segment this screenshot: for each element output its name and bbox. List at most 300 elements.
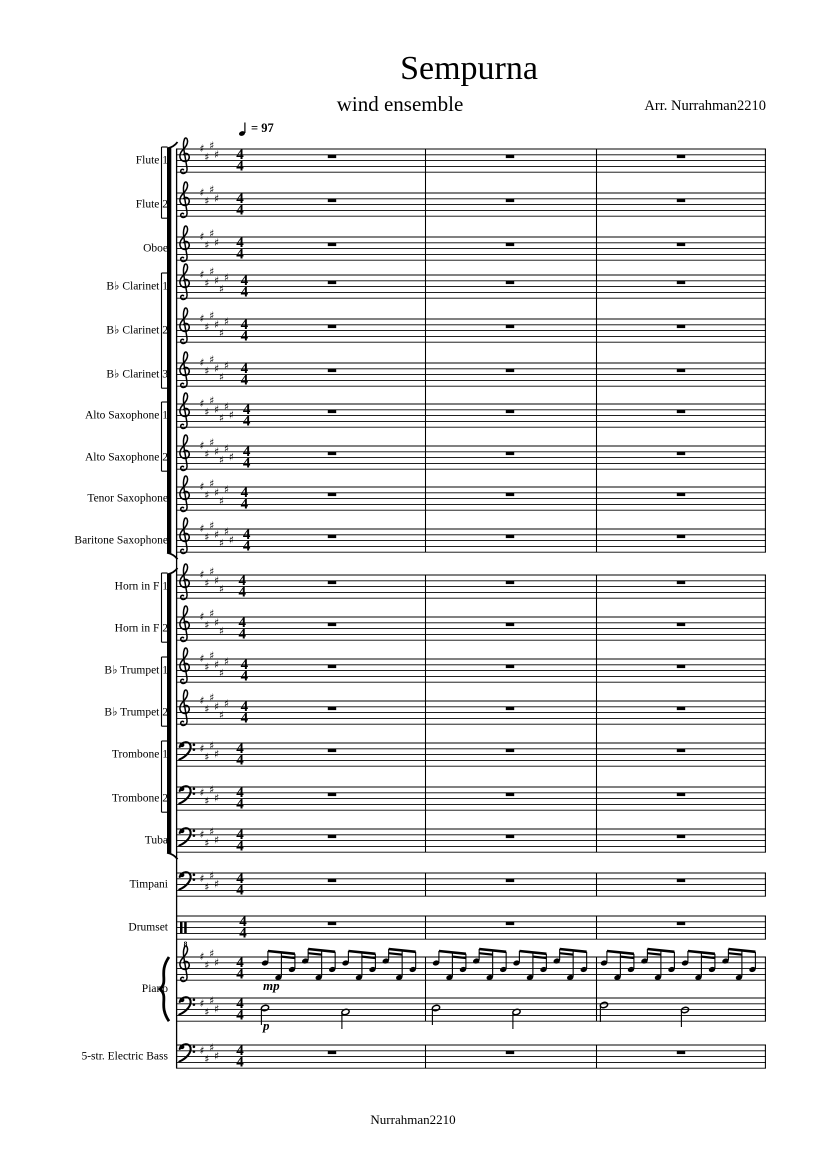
time-signature-numerator: 4 [238,614,246,631]
whole-rest [506,749,514,752]
whole-rest [677,1051,685,1054]
key-signature-sharp: ♯ [214,528,220,541]
key-signature-sharp: ♯ [204,365,210,378]
key-signature-sharp: ♯ [199,742,205,755]
beam [519,951,546,954]
key-signature-sharp: ♯ [228,409,234,422]
instrument-label: Flute 1 [135,154,168,167]
key-signature-sharp: ♯ [204,195,210,208]
instrument-label: Tuba [144,834,168,847]
treble-clef-icon [181,227,187,261]
time-signature-denominator: 4 [236,246,244,263]
quarter-note-icon [238,121,248,137]
key-signature-sharp: ♯ [219,495,225,508]
instrument-label: Horn in F 1 [114,580,168,593]
key-signature-sharp: ♯ [199,872,205,885]
time-signature-denominator: 4 [236,158,244,175]
key-signature-sharp: ♯ [199,313,205,325]
key-signature-sharp: ♯ [204,837,210,850]
whole-rest [328,535,336,538]
key-signature-sharp: ♯ [219,709,225,722]
treble-clef-icon [181,309,187,343]
key-signature-sharp: ♯ [199,357,205,369]
key-signature-sharp: ♯ [223,655,230,668]
dynamic-p: p [263,1018,270,1033]
whole-rest [328,707,336,710]
key-signature-sharp: ♯ [209,184,215,197]
key-signature-sharp: ♯ [209,783,215,796]
key-signature-sharp: ♯ [204,959,210,972]
key-signature-sharp: ♯ [199,611,205,623]
tempo-text: = 97 [251,121,274,135]
instrument-label: Flute 2 [135,198,168,211]
whole-rest [677,281,685,284]
time-signature-numerator: 4 [242,401,251,418]
key-signature-sharp: ♯ [204,448,210,461]
bracket-hook [167,553,178,560]
time-signature-denominator: 4 [236,752,244,769]
whole-rest [677,879,685,882]
bass-clef-icon [193,788,196,791]
key-signature-sharp: ♯ [199,786,205,799]
key-signature-sharp: ♯ [199,1044,205,1057]
key-signature-sharp: ♯ [199,951,205,963]
bracket-hook [167,142,178,149]
percussion-clef-icon [184,922,187,934]
whole-rest [677,707,685,710]
key-signature-sharp: ♯ [204,1006,210,1019]
key-signature-sharp: ♯ [204,321,210,334]
whole-rest [506,199,514,202]
instrument-label: Alto Saxophone 1 [84,409,168,422]
whole-rest [677,665,685,668]
key-signature-sharp: ♯ [214,700,220,713]
whole-rest [328,155,336,158]
key-signature-sharp: ♯ [214,236,220,249]
treble-clef-icon [181,565,187,599]
whole-rest [677,793,685,796]
whole-rest [677,493,685,496]
key-signature-sharp: ♯ [209,825,215,838]
whole-rest [506,281,514,284]
time-signature-denominator: 4 [236,882,244,899]
key-signature-sharp: ♯ [209,739,215,752]
instrument-label: Alto Saxophone 2 [84,451,168,464]
key-signature-sharp: ♯ [199,143,205,155]
key-signature-sharp: ♯ [214,148,220,161]
key-signature-sharp: ♯ [209,228,215,241]
key-signature-sharp: ♯ [214,834,220,847]
whole-rest [677,325,685,328]
whole-rest [328,749,336,752]
whole-rest [506,369,514,372]
whole-rest [677,581,685,584]
whole-rest [677,535,685,538]
sixteenth-beam [533,957,547,958]
time-signature-numerator: 4 [236,1042,244,1059]
bass-clef-icon [193,834,196,837]
whole-rest [328,281,336,284]
key-signature-sharp: ♯ [214,1003,220,1016]
page-subtitle: wind ensemble [336,92,464,116]
key-signature-sharp: ♯ [214,362,220,375]
beam [607,951,634,954]
sixteenth-beam [701,957,715,958]
instrument-label: Trombone 2 [111,792,168,805]
key-signature-sharp: ♯ [199,569,205,581]
bass-clef-icon [179,997,190,1014]
whole-rest [677,835,685,838]
key-signature-sharp: ♯ [214,792,220,805]
key-signature-sharp: ♯ [219,537,225,550]
time-signature-numerator: 4 [242,526,251,543]
whole-rest [506,493,514,496]
whole-rest [506,155,514,158]
whole-rest [506,452,514,455]
bass-clef-icon [193,744,196,747]
whole-rest [328,1051,336,1054]
time-signature-denominator: 4 [240,496,249,513]
whole-rest [506,1051,514,1054]
time-signature-denominator: 4 [238,584,246,601]
key-signature-sharp: ♯ [223,697,230,710]
key-signature-sharp: ♯ [209,1041,215,1054]
key-signature-sharp: ♯ [204,1053,210,1066]
time-signature-numerator: 4 [240,698,249,715]
whole-rest [328,452,336,455]
treble-clef-icon [181,265,187,299]
key-signature-sharp: ♯ [223,359,230,372]
whole-rest [506,410,514,413]
key-signature-sharp: ♯ [214,403,220,416]
key-signature-sharp: ♯ [214,748,220,761]
treble-clef-icon [181,519,187,553]
time-signature-denominator: 4 [236,1007,244,1024]
whole-rest [506,835,514,838]
instrument-label: Trombone 1 [111,748,168,761]
sixteenth-beam [362,957,376,958]
key-signature-sharp: ♯ [223,442,230,455]
footer-credit: Nurrahman2210 [370,1112,456,1127]
time-signature-denominator: 4 [240,372,249,389]
key-signature-sharp: ♯ [209,994,215,1007]
key-signature-sharp: ♯ [214,445,220,458]
key-signature-sharp: ♯ [204,881,210,894]
key-signature-sharp: ♯ [209,266,215,279]
whole-rest [328,581,336,584]
key-signature-sharp: ♯ [219,454,225,467]
time-signature-denominator: 4 [242,538,251,555]
whole-rest [506,535,514,538]
time-signature-numerator: 4 [239,913,247,930]
whole-rest [328,325,336,328]
treble-clef-icon [181,139,187,173]
time-signature-numerator: 4 [238,572,246,589]
sixteenth-beam [281,957,295,958]
beam [647,949,674,952]
key-signature-sharp: ♯ [199,481,205,493]
instrument-label: Baritone Saxophone [74,534,168,547]
time-signature-numerator: 4 [242,443,251,460]
key-signature-sharp: ♯ [209,140,215,153]
key-signature-sharp: ♯ [209,692,215,705]
whole-rest [328,623,336,626]
key-signature-sharp: ♯ [209,478,215,491]
key-signature-sharp: ♯ [219,412,225,425]
time-signature-denominator: 4 [236,202,244,219]
whole-rest [328,879,336,882]
instrument-label: B♭ Clarinet 3 [106,368,168,381]
bracket-hook [167,568,178,575]
key-signature-sharp: ♯ [219,371,225,384]
key-signature-sharp: ♯ [204,703,210,716]
instrument-label: Horn in F 2 [114,622,168,635]
whole-rest [677,452,685,455]
key-signature-sharp: ♯ [199,523,205,535]
key-signature-sharp: ♯ [204,577,210,590]
sixteenth-beam [479,953,493,954]
key-signature-sharp: ♯ [214,274,220,287]
key-signature-sharp: ♯ [204,619,210,632]
key-signature-sharp: ♯ [214,658,220,671]
key-signature-sharp: ♯ [223,525,230,538]
time-signature-numerator: 4 [240,484,249,501]
whole-rest [677,155,685,158]
whole-rest [506,922,514,925]
whole-rest [328,793,336,796]
whole-rest [506,243,514,246]
key-signature-sharp: ♯ [209,608,215,621]
bass-clef-icon [179,786,190,803]
time-signature-denominator: 4 [242,455,251,472]
key-signature-sharp: ♯ [214,1050,220,1063]
beam [688,951,715,954]
whole-rest [328,922,336,925]
treble-clef-icon [181,649,187,683]
time-signature-denominator: 4 [242,413,251,430]
key-signature-sharp: ♯ [204,151,210,164]
key-signature-sharp: ♯ [204,751,210,764]
bass-clef-icon [193,1003,196,1006]
key-signature-sharp: ♯ [199,231,205,243]
treble-clef-icon [181,353,187,387]
key-signature-sharp: ♯ [204,661,210,674]
percussion-clef-icon [180,922,183,934]
key-signature-sharp: ♯ [214,486,220,499]
time-signature-numerator: 4 [240,272,249,289]
sixteenth-beam [728,953,742,954]
tempo-marking [238,121,274,137]
time-signature-numerator: 4 [236,740,244,757]
key-signature-sharp: ♯ [199,269,205,281]
instrument-label: 5-str. Electric Bass [81,1050,168,1063]
key-signature-sharp: ♯ [223,400,230,413]
whole-rest [677,243,685,246]
beam [308,949,335,952]
instrument-label: B♭ Trumpet 2 [104,706,168,719]
key-signature-sharp: ♯ [209,566,215,579]
time-signature-numerator: 4 [236,190,244,207]
time-signature-denominator: 4 [236,966,244,983]
instrument-label: Timpani [129,878,168,891]
bass-clef-icon [193,1046,196,1049]
bass-clef-icon [193,830,196,833]
time-signature-numerator: 4 [236,995,244,1012]
time-signature-denominator: 4 [236,1054,244,1071]
instrument-label: Drumset [128,921,168,934]
sixteenth-beam [308,953,322,954]
key-signature-sharp: ♯ [204,489,210,502]
key-signature-sharp: ♯ [228,451,234,464]
instrument-label: B♭ Trumpet 1 [104,664,168,677]
key-signature-sharp: ♯ [223,271,230,284]
key-signature-sharp: ♯ [214,878,220,891]
key-signature-sharp: ♯ [228,534,234,547]
time-signature-denominator: 4 [238,626,246,643]
key-signature-sharp: ♯ [209,310,215,323]
key-signature-sharp: ♯ [199,187,205,199]
key-signature-sharp: ♯ [209,948,215,961]
treble-clef-icon [181,691,187,725]
instrument-label: Oboe [143,242,168,255]
key-signature-sharp: ♯ [214,192,220,205]
bass-clef-icon [193,999,196,1002]
key-signature-sharp: ♯ [209,869,215,882]
dynamic-mp: mp [263,978,280,993]
treble-clef-icon [181,436,187,470]
key-signature-sharp: ♯ [214,616,220,629]
sixteenth-beam [620,957,634,958]
key-signature-sharp: ♯ [223,315,230,328]
whole-rest [328,493,336,496]
whole-rest [328,835,336,838]
key-signature-sharp: ♯ [219,283,225,296]
key-signature-sharp: ♯ [199,398,205,410]
key-signature-sharp: ♯ [199,653,205,665]
time-signature-numerator: 4 [236,870,244,887]
time-signature-numerator: 4 [240,360,249,377]
time-signature-numerator: 4 [236,146,244,163]
bracket-hook [167,853,178,860]
whole-rest [677,623,685,626]
key-signature-sharp: ♯ [204,277,210,290]
sixteenth-beam [452,957,466,958]
treble-clef-icon [181,183,187,217]
key-signature-sharp: ♯ [209,395,215,408]
key-signature-sharp: ♯ [219,625,225,638]
whole-rest [328,665,336,668]
bass-clef-icon [179,742,190,759]
time-signature-numerator: 4 [236,784,244,801]
time-signature-numerator: 4 [240,656,249,673]
time-signature-denominator: 4 [240,668,249,685]
time-signature-denominator: 4 [240,710,249,727]
key-signature-sharp: ♯ [209,520,215,533]
whole-rest [328,369,336,372]
whole-rest [506,623,514,626]
key-signature-sharp: ♯ [214,956,220,969]
key-signature-sharp: ♯ [204,406,210,419]
sixteenth-beam [389,953,403,954]
bass-clef-icon [193,874,196,877]
key-signature-sharp: ♯ [214,318,220,331]
key-signature-sharp: ♯ [199,828,205,841]
key-signature-sharp: ♯ [199,997,205,1010]
key-signature-sharp: ♯ [209,354,215,367]
whole-rest [677,749,685,752]
key-signature-sharp: ♯ [219,583,225,596]
beam [389,949,416,952]
treble-clef-icon [181,394,187,428]
bass-clef-icon [193,748,196,751]
key-signature-sharp: ♯ [219,327,225,340]
bass-clef-icon [179,828,190,845]
arranger-credit: Arr. Nurrahman2210 [644,98,766,114]
bass-clef-icon [179,1044,190,1061]
key-signature-sharp: ♯ [223,483,230,496]
bass-clef-icon [193,878,196,881]
time-signature-numerator: 4 [240,316,249,333]
whole-rest [328,243,336,246]
time-signature-numerator: 4 [236,826,244,843]
time-signature-denominator: 4 [236,796,244,813]
key-signature-sharp: ♯ [199,440,205,452]
page-title: Sempurna [400,50,538,87]
instrument-label: B♭ Clarinet 2 [106,324,168,337]
whole-rest [328,410,336,413]
treble-clef-icon [181,477,187,511]
beam [560,949,587,952]
key-signature-sharp: ♯ [219,667,225,680]
whole-rest [677,199,685,202]
whole-rest [506,325,514,328]
key-signature-sharp: ♯ [204,531,210,544]
key-signature-sharp: ♯ [204,795,210,808]
beam [439,951,466,954]
whole-rest [506,879,514,882]
treble-clef-icon [181,607,187,641]
beam [479,949,506,952]
instrument-label: Piano [141,983,168,996]
key-signature-sharp: ♯ [199,695,205,707]
instrument-label: B♭ Clarinet 1 [106,280,168,293]
whole-rest [328,199,336,202]
sixteenth-beam [647,953,661,954]
instrument-label: Tenor Saxophone [87,492,168,505]
whole-rest [506,793,514,796]
time-signature-denominator: 4 [240,284,249,301]
ottava-8-label: 8 [183,939,188,949]
bass-clef-icon [193,1050,196,1053]
time-signature-numerator: 4 [236,954,244,971]
key-signature-sharp: ♯ [209,437,215,450]
whole-rest [677,410,685,413]
beam [728,949,755,952]
key-signature-sharp: ♯ [204,239,210,252]
beam [268,951,295,954]
whole-rest [677,369,685,372]
sixteenth-beam [560,953,574,954]
beam [348,951,375,954]
bass-clef-icon [179,872,190,889]
whole-rest [506,707,514,710]
whole-rest [677,922,685,925]
whole-rest [506,665,514,668]
bass-clef-icon [193,792,196,795]
whole-rest [506,581,514,584]
key-signature-sharp: ♯ [214,574,220,587]
time-signature-denominator: 4 [240,328,249,345]
